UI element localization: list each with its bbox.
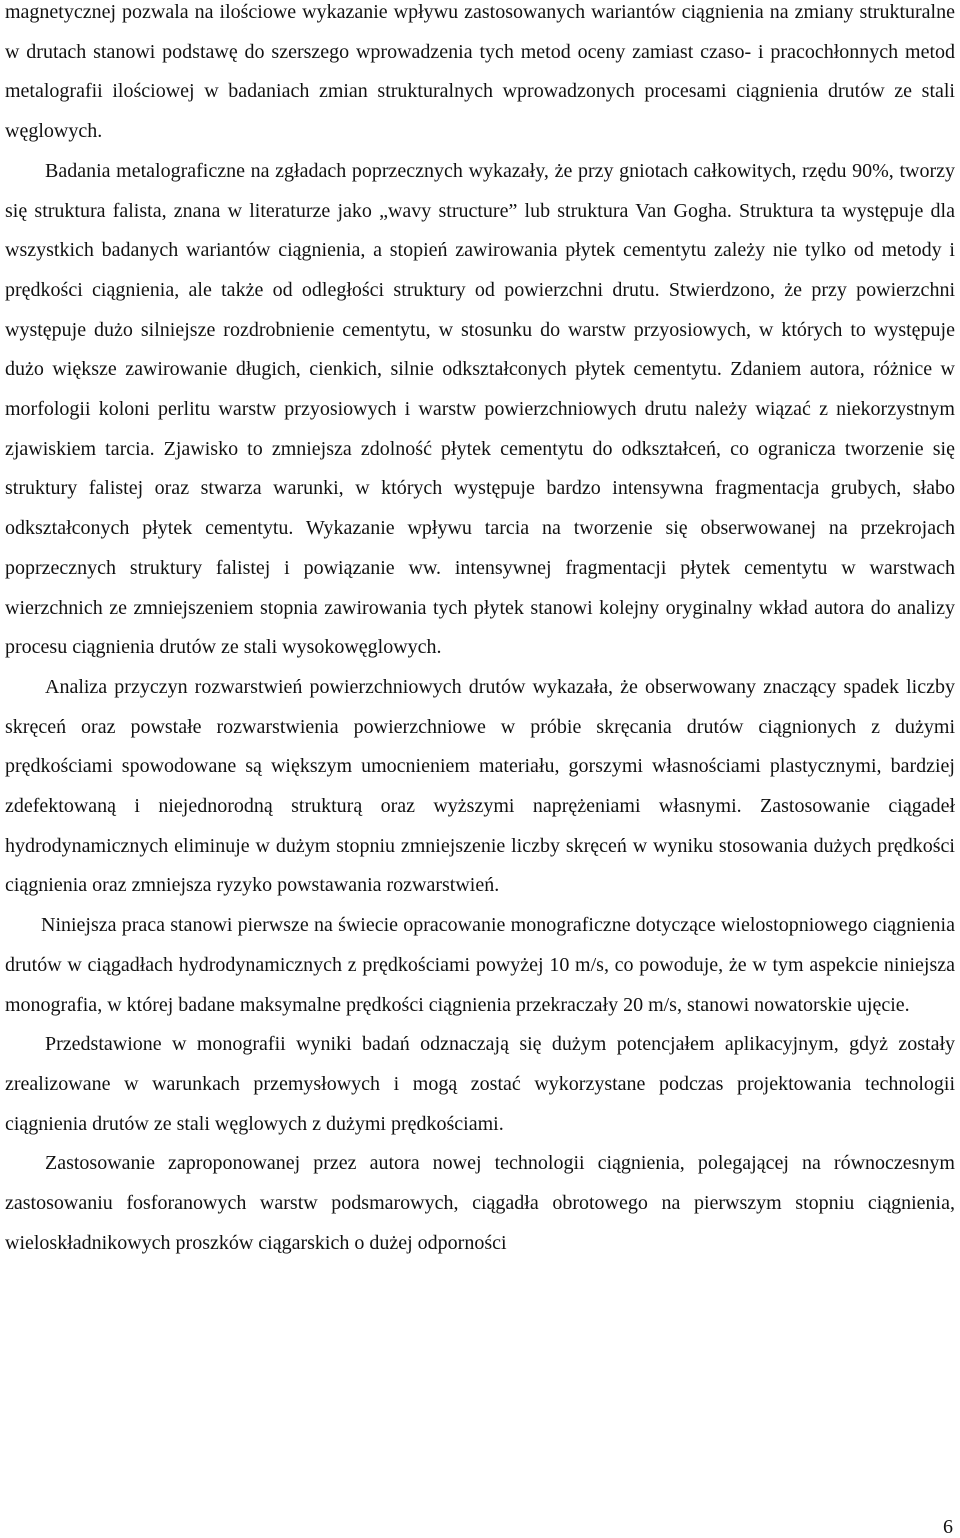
page-number: 6 [943, 1516, 953, 1538]
body-text [5, 0, 955, 1264]
paragraph-metallography: Badania metalograficzne na zgładach poprzecznych wykazały, że przy gniotach całkowitych, rzędu 90%, tworzy się struktura falista, znana w literaturze jako „wavy structure” lub struktura Van Gogha. Struktura ta występuje dla wszystkich badanych wariantów ciągnienia, a stopień zawirowania płytek cementytu zależy nie tylko od metody i prędkości ciągnienia, ale także od odległości struktury od powierzchni drutu. Stwierdzono, że przy powierzchni występuje dużo silniejsze rozdrobnienie cementytu, w stosunku do warstw przyosiowych, w których to występuje dużo większe zawirowanie długich, cienkich, silnie odkształconych płytek cementytu. Zdaniem autora, różnice w morfologii koloni perlitu warstw przyosiowych i warstw powierzchniowych drutu należy wiązać z niekorzystnym zjawiskiem tarcia. Zjawisko to zmniejsza zdolność płytek cementytu do odkształceń, co ogranicza tworzenie się struktury falistej oraz stwarza warunki, w których występuje bardzo intensywna fragmentacja grubych, słabo odkształconych płytek cementytu. Wykazanie wpływu tarcia na tworzenie się obserwowanej na przekrojach poprzecznych struktury falistej i powiązanie ww. intensywnej fragmentacji płytek cementytu w warstwach wierzchnich ze zmniejszeniem stopnia zawirowania tych płytek stanowi kolejny oryginalny wkład autora do analizy procesu ciągnienia drutów ze stali wysokowęglowych. [5, 159, 955, 659]
paragraph-continuation: magnetycznej pozwala na ilościowe wykazanie wpływu zastosowanych wariantów ciągnienia na zmiany strukturalne w drutach stanowi podstawę do szerszego wprowadzenia tych metod oceny zamiast czaso- i pracochłonnych metod metalografii ilościowej w badaniach zmian strukturalnych wprowadzonych procesami ciągnienia drutów ze stali węglowych. [5, 1, 955, 143]
paragraph-delamination-analysis: Analiza przyczyn rozwarstwień powierzchniowych drutów wykazała, że obserwowany znaczący spadek liczby skręceń oraz powstałe rozwarstwienia powierzchniowe w próbie skręcania drutów ciągnionych z dużymi prędkościami spowodowane są większym umocnieniem materiału, gorszymi własnościami plastycznymi, bardziej zdefektowaną i niejednorodną strukturą oraz wyższymi naprężeniami własnymi. Zastosowanie ciągadeł hydrodynamicznych eliminuje w dużym stopniu zmniejszenie liczby skręceń w wyniku stosowania dużych prędkości ciągnienia oraz zmniejsza ryzyko powstawania rozwarstwień. [5, 675, 955, 897]
paragraph-new-technology: Zastosowanie zaproponowanej przez autora nowej technologii ciągnienia, polegającej na równoczesnym zastosowaniu fosforanowych warstw podsmarowych, ciągadła obrotowego na pierwszym stopniu ciągnienia, wieloskładnikowych proszków ciągarskich o dużej odporności [5, 1152, 955, 1254]
paragraph-monograph-novelty: Niniejsza praca stanowi pierwsze na świecie opracowanie monograficzne dotyczące wielostopniowego ciągnienia drutów w ciągadłach hydrodynamicznych z prędkościami powyżej 10 m/s, co powoduje, że w tym aspekcie niniejsza monografia, w której badane maksymalne prędkości ciągnienia przekraczały 20 m/s, stanowi nowatorskie ujęcie. [5, 914, 955, 1016]
paragraph-application-potential: Przedstawione w monografii wyniki badań odznaczają się dużym potencjałem aplikacyjnym, gdyż zostały zrealizowane w warunkach przemysłowych i mogą zostać wykorzystane podczas projektowania technologii ciągnienia drutów ze stali węglowych z dużymi prędkościami. [5, 1033, 955, 1135]
